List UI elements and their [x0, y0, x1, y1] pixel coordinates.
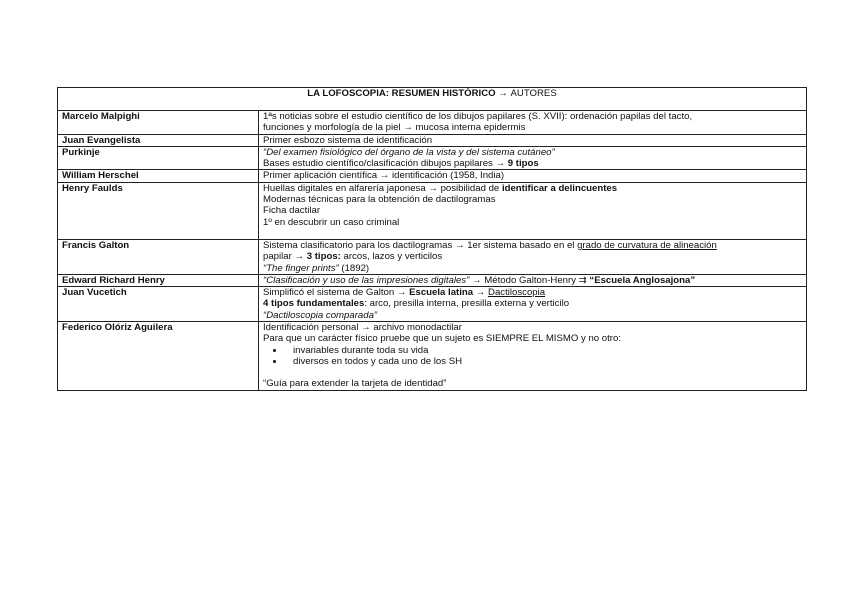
table-row	[58, 170, 807, 182]
highlight-text: 4 tipos fundamentales	[263, 298, 365, 310]
description-line	[263, 263, 802, 274]
bullet-item: • diversos en todos y cada uno de los SH	[285, 356, 802, 367]
description-line: funciones y morfología de la piel → mucosa interna epidermis	[263, 122, 526, 134]
description-line: 1ªs noticias sobre el estudio científico de los dibujos papilares (S. XVII): ordenación papilas del tacto,	[263, 111, 693, 122]
table-row	[58, 239, 807, 274]
description-line	[263, 251, 802, 262]
table-row	[58, 111, 807, 135]
description-text: arcos, lazos y verticilos	[343, 251, 443, 263]
description-text: Bases estudio científico/clasificación dibujos papilares →	[263, 158, 506, 170]
spacer	[263, 228, 802, 239]
spacer	[263, 367, 802, 378]
highlight-text: 9 tipos	[507, 158, 539, 170]
description-text: → Método Galton-Henry ⇉	[472, 274, 587, 286]
description-line: Modernas técnicas para la obtención de dactilogramas	[263, 194, 496, 206]
description-text: Simplificó el sistema de Galton →	[263, 287, 407, 299]
description-line	[263, 298, 802, 309]
description-line: Para que un carácter físico pruebe que un sujeto es SIEMPRE EL MISMO y no otro:	[263, 333, 621, 345]
description-line	[263, 158, 802, 169]
author-description	[259, 146, 807, 170]
author-name: Juan Vucetich	[58, 287, 259, 322]
description-text: papilar →	[263, 251, 305, 263]
description-line	[263, 287, 802, 298]
author-description	[259, 322, 807, 390]
author-name: William Herschel	[58, 170, 259, 182]
description-line: Primer aplicación científica → identificación (1958, India)	[263, 170, 505, 182]
description-text: Huellas digitales en alfarería japonesa → posibilidad de	[263, 182, 500, 194]
author-description	[259, 134, 807, 146]
title-main: LA LOFOSCOPIA: RESUMEN HISTÓRICO	[307, 88, 496, 99]
description-text: →	[475, 287, 486, 299]
author-name: Federico Olóriz Aguilera	[58, 322, 259, 390]
author-name: Purkinje	[58, 146, 259, 170]
underlined-text: Dactiloscopia	[488, 287, 546, 299]
work-title: “The finger prints”	[263, 262, 339, 274]
highlight-text: “Escuela Anglosajona”	[589, 274, 696, 286]
description-line: Primer esbozo sistema de identificación	[263, 134, 433, 146]
title-arrow: →	[498, 88, 508, 99]
description-line	[263, 275, 802, 286]
author-description	[259, 239, 807, 274]
table-row	[58, 322, 807, 390]
title-suffix: AUTORES	[510, 88, 557, 99]
highlight-text: 3 tipos:	[306, 251, 341, 263]
work-title: “Del examen fisiológico del órgano de la vista y del sistema cutáneo”	[263, 146, 555, 158]
description-text: (1892)	[341, 262, 370, 274]
work-title: “Guía para extender la tarjeta de identidad”	[263, 378, 447, 390]
highlight-text: identificar a delincuentes	[501, 182, 618, 194]
author-description	[259, 274, 807, 286]
description-line: Ficha dactilar	[263, 205, 321, 217]
description-line	[263, 183, 802, 194]
history-table	[57, 87, 807, 391]
description-text: Sistema clasificatorio para los dactilogramas → 1er sistema basado en el	[263, 239, 575, 251]
author-name: Juan Evangelista	[58, 134, 259, 146]
description-line: Identificación personal → archivo monodactilar	[263, 322, 462, 334]
author-description	[259, 170, 807, 182]
bullet-list	[263, 345, 802, 368]
table-row	[58, 146, 807, 170]
table-row	[58, 274, 807, 286]
bullet-item: • invariables durante toda su vida	[285, 345, 802, 356]
underlined-text: grado de curvatura de alineación	[577, 239, 717, 251]
table-row	[58, 182, 807, 239]
table-title-row	[58, 88, 807, 111]
work-title: “Dactiloscopia comparada”	[263, 309, 378, 321]
table-row	[58, 134, 807, 146]
work-title: “Clasificación y uso de las impresiones digitales”	[263, 274, 470, 286]
author-name: Francis Galton	[58, 239, 259, 274]
table-title	[58, 88, 807, 111]
description-text: : arco, presilla interna, presilla externa y verticilo	[364, 298, 570, 310]
description-line	[263, 240, 802, 251]
author-description	[259, 287, 807, 322]
author-name: Edward Richard Henry	[58, 274, 259, 286]
highlight-text: Escuela latina	[409, 287, 474, 299]
table-row	[58, 287, 807, 322]
author-description	[259, 111, 807, 135]
description-line: 1º en descubrir un caso criminal	[263, 216, 400, 228]
author-name: Marcelo Malpighi	[58, 111, 259, 135]
author-description	[259, 182, 807, 239]
author-name: Henry Faulds	[58, 182, 259, 239]
